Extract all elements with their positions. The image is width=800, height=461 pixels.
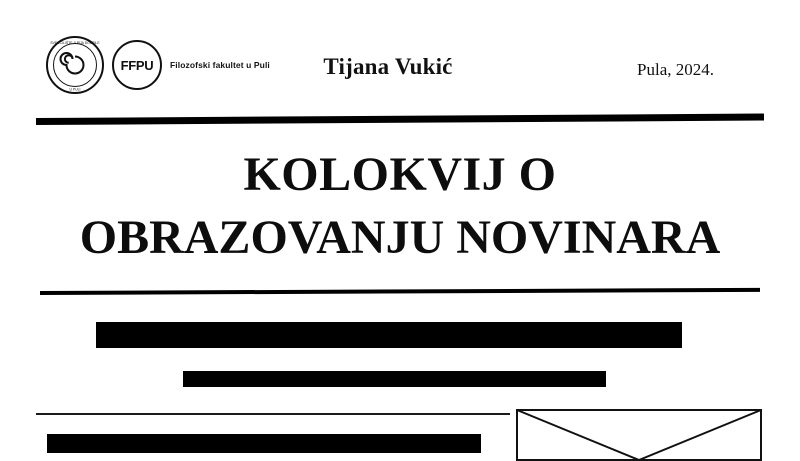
divider-thin bbox=[36, 413, 510, 415]
page-title-line-2: OBRAZOVANJU NOVINARA bbox=[79, 211, 721, 264]
page-title-line-1: KOLOKVIJ O bbox=[243, 148, 557, 201]
black-bar-2 bbox=[183, 371, 606, 387]
black-bar-3 bbox=[47, 434, 481, 453]
place-and-date: Pula, 2024. bbox=[637, 60, 714, 79]
envelope-shape-icon bbox=[516, 409, 762, 461]
faculty-name: Filozofski fakultet u Puli bbox=[170, 60, 270, 70]
divider-top bbox=[36, 114, 764, 125]
page-title bbox=[0, 143, 800, 269]
divider-bottom bbox=[40, 288, 760, 295]
svg-text:U PULI: U PULI bbox=[69, 87, 81, 92]
black-bar-1 bbox=[96, 322, 682, 348]
ffpu-label: FFPU bbox=[120, 57, 154, 73]
header-row bbox=[0, 34, 800, 96]
author-name-text: Tijana Vukić bbox=[323, 54, 453, 79]
svg-text:SVEUČILIŠTE JURJA DOBRILE: SVEUČILIŠTE JURJA DOBRILE bbox=[50, 41, 100, 45]
